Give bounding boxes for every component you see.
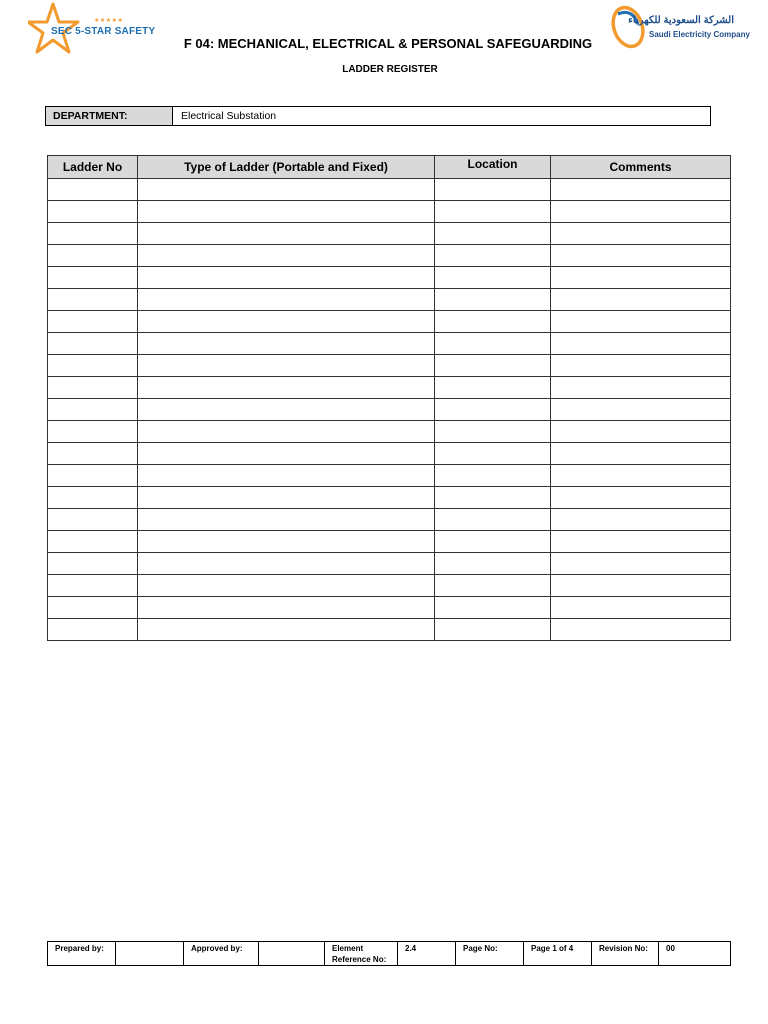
type-of-ladder-cell[interactable] (138, 355, 435, 377)
type-of-ladder-cell[interactable] (138, 245, 435, 267)
type-of-ladder-cell[interactable] (138, 597, 435, 619)
column-header-type-of-ladder: Type of Ladder (Portable and Fixed) (138, 156, 435, 179)
ladder-no-cell[interactable] (48, 443, 138, 465)
type-of-ladder-cell[interactable] (138, 509, 435, 531)
ladder-no-cell[interactable] (48, 245, 138, 267)
table-row (48, 201, 731, 223)
logo-stars: ★★★★★ (94, 18, 124, 24)
comments-cell[interactable] (551, 201, 731, 223)
logo-text: SEC 5-STAR SAFETY (51, 26, 156, 37)
type-of-ladder-cell[interactable] (138, 179, 435, 201)
table-row (48, 597, 731, 619)
comments-cell[interactable] (551, 333, 731, 355)
table-row (48, 333, 731, 355)
type-of-ladder-cell[interactable] (138, 377, 435, 399)
type-of-ladder-cell[interactable] (138, 223, 435, 245)
element-reference-label-line1: Element (332, 944, 364, 953)
department-label: DEPARTMENT: (46, 107, 173, 125)
comments-cell[interactable] (551, 597, 731, 619)
table-row (48, 355, 731, 377)
table-header-row (48, 156, 731, 179)
location-cell[interactable] (435, 465, 551, 487)
prepared-by-label: Prepared by: (48, 942, 116, 966)
column-header-comments: Comments (551, 156, 731, 179)
comments-cell[interactable] (551, 487, 731, 509)
comments-cell[interactable] (551, 531, 731, 553)
comments-cell[interactable] (551, 245, 731, 267)
element-reference-value: 2.4 (398, 942, 456, 966)
location-cell[interactable] (435, 179, 551, 201)
table-row (48, 465, 731, 487)
table-row (48, 553, 731, 575)
location-cell[interactable] (435, 487, 551, 509)
ladder-no-cell[interactable] (48, 399, 138, 421)
type-of-ladder-cell[interactable] (138, 575, 435, 597)
ladder-no-cell[interactable] (48, 487, 138, 509)
ladder-no-cell[interactable] (48, 531, 138, 553)
comments-cell[interactable] (551, 311, 731, 333)
ladder-no-cell[interactable] (48, 223, 138, 245)
comments-cell[interactable] (551, 421, 731, 443)
column-header-location: Location (435, 156, 551, 179)
location-cell[interactable] (435, 553, 551, 575)
page-no-value: Page 1 of 4 (524, 942, 592, 966)
logo-arabic-text: الشركة السعودية للكهرباء (628, 15, 734, 26)
sec-5-star-safety-logo (28, 2, 158, 60)
table-row (48, 531, 731, 553)
location-cell[interactable] (435, 443, 551, 465)
type-of-ladder-cell[interactable] (138, 311, 435, 333)
ladder-no-cell[interactable] (48, 575, 138, 597)
comments-cell[interactable] (551, 289, 731, 311)
location-cell[interactable] (435, 619, 551, 641)
ladder-no-cell[interactable] (48, 311, 138, 333)
location-cell[interactable] (435, 267, 551, 289)
type-of-ladder-cell[interactable] (138, 333, 435, 355)
ladder-no-cell[interactable] (48, 619, 138, 641)
ladder-no-cell[interactable] (48, 421, 138, 443)
ladder-no-cell[interactable] (48, 377, 138, 399)
type-of-ladder-cell[interactable] (138, 553, 435, 575)
location-cell[interactable] (435, 531, 551, 553)
ladder-no-cell[interactable] (48, 597, 138, 619)
table-row (48, 377, 731, 399)
table-row (48, 399, 731, 421)
table-row (48, 245, 731, 267)
comments-cell[interactable] (551, 377, 731, 399)
table-row (48, 421, 731, 443)
comments-cell[interactable] (551, 575, 731, 597)
ladder-no-cell[interactable] (48, 333, 138, 355)
comments-cell[interactable] (551, 553, 731, 575)
type-of-ladder-cell[interactable] (138, 465, 435, 487)
type-of-ladder-cell[interactable] (138, 201, 435, 223)
revision-no-label: Revision No: (592, 942, 659, 966)
ladder-no-cell[interactable] (48, 201, 138, 223)
comments-cell[interactable] (551, 267, 731, 289)
column-header-ladder-no: Ladder No (48, 156, 138, 179)
prepared-by-field[interactable] (116, 942, 184, 966)
comments-cell[interactable] (551, 509, 731, 531)
table-row (48, 179, 731, 201)
table-row (48, 509, 731, 531)
location-cell[interactable] (435, 355, 551, 377)
table-row (48, 289, 731, 311)
element-reference-label-line2: Reference No: (332, 955, 387, 964)
comments-cell[interactable] (551, 619, 731, 641)
location-cell[interactable] (435, 399, 551, 421)
location-cell[interactable] (435, 201, 551, 223)
comments-cell[interactable] (551, 355, 731, 377)
location-cell[interactable] (435, 245, 551, 267)
department-box (45, 106, 711, 126)
table-body (48, 179, 731, 641)
department-field[interactable]: Electrical Substation (181, 110, 277, 122)
ladder-no-cell[interactable] (48, 179, 138, 201)
ladder-no-cell[interactable] (48, 509, 138, 531)
location-cell[interactable] (435, 575, 551, 597)
ladder-no-cell[interactable] (48, 355, 138, 377)
comments-cell[interactable] (551, 443, 731, 465)
type-of-ladder-cell[interactable] (138, 487, 435, 509)
comments-cell[interactable] (551, 465, 731, 487)
ladder-no-cell[interactable] (48, 267, 138, 289)
location-cell[interactable] (435, 597, 551, 619)
comments-cell[interactable] (551, 179, 731, 201)
type-of-ladder-cell[interactable] (138, 399, 435, 421)
approved-by-field[interactable] (259, 942, 325, 966)
element-reference-label (325, 942, 398, 966)
table-row (48, 487, 731, 509)
type-of-ladder-cell[interactable] (138, 443, 435, 465)
type-of-ladder-cell[interactable] (138, 289, 435, 311)
location-cell[interactable] (435, 223, 551, 245)
footer-table (47, 941, 731, 966)
document-subtitle: LADDER REGISTER (342, 64, 438, 75)
comments-cell[interactable] (551, 223, 731, 245)
type-of-ladder-cell[interactable] (138, 267, 435, 289)
location-cell[interactable] (435, 421, 551, 443)
type-of-ladder-cell[interactable] (138, 531, 435, 553)
ladder-register-table (47, 155, 731, 641)
ladder-no-cell[interactable] (48, 553, 138, 575)
page-no-label: Page No: (456, 942, 524, 966)
table-row (48, 575, 731, 597)
approved-by-label: Approved by: (184, 942, 259, 966)
type-of-ladder-cell[interactable] (138, 619, 435, 641)
location-cell[interactable] (435, 509, 551, 531)
table-row (48, 619, 731, 641)
comments-cell[interactable] (551, 399, 731, 421)
logo-english-text: Saudi Electricity Company (649, 30, 750, 39)
table-row (48, 267, 731, 289)
location-cell[interactable] (435, 333, 551, 355)
revision-no-value: 00 (659, 942, 731, 966)
table-row (48, 223, 731, 245)
location-cell[interactable] (435, 289, 551, 311)
location-cell[interactable] (435, 377, 551, 399)
location-cell[interactable] (435, 311, 551, 333)
type-of-ladder-cell[interactable] (138, 421, 435, 443)
ladder-no-cell[interactable] (48, 465, 138, 487)
document-title: F 04: MECHANICAL, ELECTRICAL & PERSONAL SAFEGUARDING (183, 36, 593, 51)
ladder-no-cell[interactable] (48, 289, 138, 311)
table-row (48, 311, 731, 333)
table-row (48, 443, 731, 465)
